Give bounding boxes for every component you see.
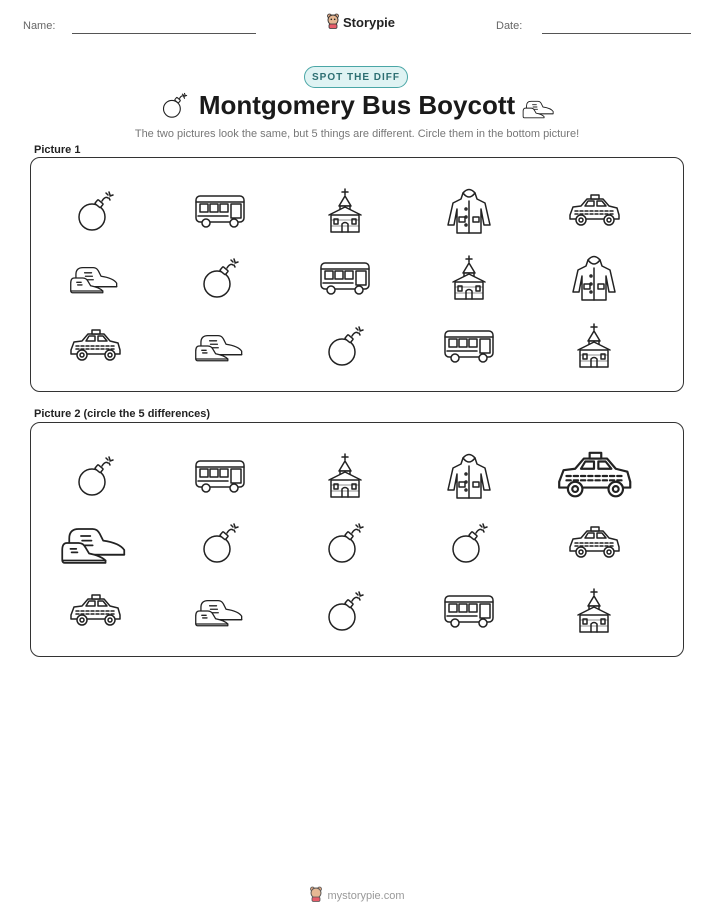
- taxi-icon: [50, 313, 140, 378]
- bear-icon: [326, 13, 340, 32]
- name-label: Name:: [23, 20, 56, 32]
- shoes-icon: [50, 245, 140, 310]
- taxi-icon[interactable]: [549, 510, 639, 575]
- raincoat-icon[interactable]: [424, 443, 514, 508]
- church-icon[interactable]: [549, 578, 639, 643]
- page-title: Montgomery Bus Boycott: [198, 90, 516, 120]
- date-label: Date:: [496, 20, 523, 32]
- spot-the-diff-badge: SPOT THE DIFF: [304, 66, 408, 88]
- picture-2-label: Picture 2 (circle the 5 differences): [34, 408, 211, 420]
- brand-name: Storypie: [343, 15, 396, 30]
- bomb-icon[interactable]: [424, 510, 514, 575]
- footer: [0, 886, 714, 905]
- raincoat-icon: [549, 245, 639, 310]
- bomb-icon: [300, 313, 390, 378]
- picture-2-panel[interactable]: [30, 422, 684, 657]
- bus-icon: [300, 245, 390, 310]
- church-icon[interactable]: [300, 443, 390, 508]
- raincoat-icon: [424, 178, 514, 243]
- church-icon: [424, 245, 514, 310]
- name-line[interactable]: [72, 33, 256, 34]
- picture-1-label: Picture 1: [34, 144, 81, 156]
- bomb-icon: [175, 245, 265, 310]
- bomb-icon[interactable]: [300, 510, 390, 575]
- church-icon: [300, 178, 390, 243]
- picture-1-panel: [30, 157, 684, 392]
- date-line[interactable]: [542, 33, 691, 34]
- footer-site: mystorypie.com: [327, 889, 405, 902]
- bus-icon: [175, 178, 265, 243]
- taxi-icon[interactable]: [50, 578, 140, 643]
- bus-icon: [424, 313, 514, 378]
- shoes-icon[interactable]: [175, 578, 265, 643]
- church-icon: [549, 313, 639, 378]
- bomb-icon[interactable]: [300, 578, 390, 643]
- bear-icon: [309, 886, 323, 905]
- bus-icon[interactable]: [424, 578, 514, 643]
- taxi-icon: [549, 178, 639, 243]
- bus-icon[interactable]: [175, 443, 265, 508]
- taxi-icon[interactable]: [549, 443, 639, 508]
- shoes-icon: [175, 313, 265, 378]
- storypie-logo: [326, 13, 395, 32]
- bomb-icon: [50, 178, 140, 243]
- shoes-icon: [522, 94, 556, 125]
- shoes-icon[interactable]: [50, 510, 140, 575]
- bomb-icon[interactable]: [175, 510, 265, 575]
- bomb-icon[interactable]: [50, 443, 140, 508]
- instructions: The two pictures look the same, but 5 things are different. Circle them in the bottom picture!: [134, 128, 580, 140]
